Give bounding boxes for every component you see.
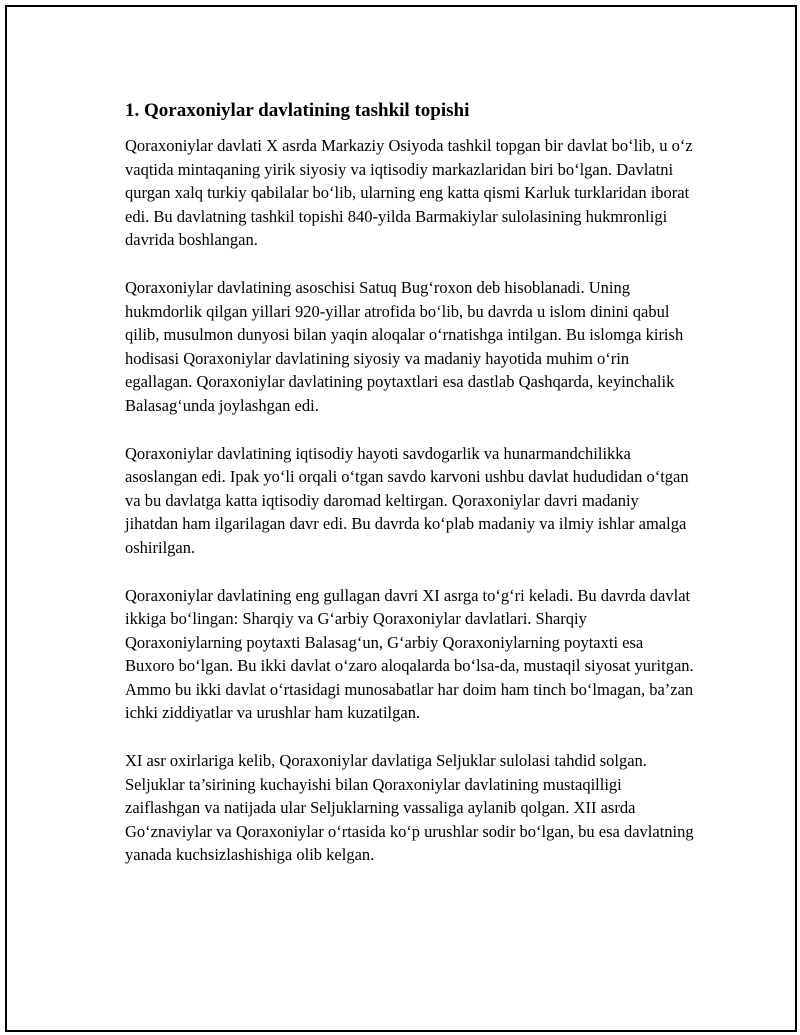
document-body	[125, 98, 695, 891]
section-heading: 1. Qoraxoniylar davlatining tashkil topishi	[125, 100, 470, 121]
paragraph-1: Qoraxoniylar davlati X asrda Markaziy Osiyoda tashkil topgan bir davlat bo‘lib, u o‘z vaqtida mintaqaning yirik siyosiy va iqtisodiy markazlaridan biri bo‘lgan. Davlatni qurgan xalq turkiy qabilalar bo‘lib, ularning eng katta qismi Karluk turklaridan iborat edi. Bu davlatning tashkil topishi 840-yilda Barmakiylar sulolasining hukmronligi davrida boshlangan.	[125, 136, 693, 250]
paragraph-5: XI asr oxirlariga kelib, Qoraxoniylar davlatiga Seljuklar sulolasi tahdid solgan. Seljuklar ta’sirining kuchayishi bilan Qoraxoniylar davlatining mustaqilligi zaiflashgan va natijada ular Seljuklarning vassaliga aylanib qolgan. XII asrda Go‘znaviylar va Qoraxoniylar o‘rtasida ko‘p urushlar sodir bo‘lgan, bu esa davlatning yanada kuchsizlashishiga olib kelgan.	[125, 751, 694, 865]
paragraph-2: Qoraxoniylar davlatining asoschisi Satuq Bug‘roxon deb hisoblanadi. Uning hukmdorlik qilgan yillari 920-yillar atrofida bo‘lib, bu davrda u islom dinini qabul qilib, musulmon dunyosi bilan yaqin aloqalar o‘rnatishga intilgan. Bu islomga kirish hodisasi Qoraxoniylar davlatining siyosiy va madaniy hayotida muhim o‘rin egallagan. Qoraxoniylar davlatining poytaxtlari esa dastlab Qashqarda, keyinchalik Balasag‘unda joylashgan edi.	[125, 277, 684, 415]
page-frame	[5, 5, 797, 1032]
paragraph-4: Qoraxoniylar davlatining eng gullagan davri XI asrga to‘g‘ri keladi. Bu davrda davlat ikkiga bo‘lingan: Sharqiy va G‘arbiy Qoraxoniylar davlatlari. Sharqiy Qoraxoniylarning poytaxti Balasag‘un, G‘arbiy Qoraxoniylarning poytaxti esa Buxoro bo‘lgan. Bu ikki davlat o‘zaro aloqalarda bo‘lsa-da, mustaqil siyosat yuritgan. Ammo bu ikki davlat o‘rtasidagi munosabatlar har doim ham tinch bo‘lmagan, ba’zan ichki ziddiyatlar va urushlar ham kuzatilgan.	[125, 585, 694, 723]
paragraph-3: Qoraxoniylar davlatining iqtisodiy hayoti savdogarlik va hunarmandchilikka asoslangan edi. Ipak yo‘li orqali o‘tgan savdo karvoni ushbu davlat hududidan o‘tgan va bu davlatga katta iqtisodiy daromad keltirgan. Qoraxoniylar davri madaniy jihatdan ham ilgarilagan davr edi. Bu davrda ko‘plab madaniy va ilmiy ishlar amalga oshirilgan.	[125, 443, 689, 557]
